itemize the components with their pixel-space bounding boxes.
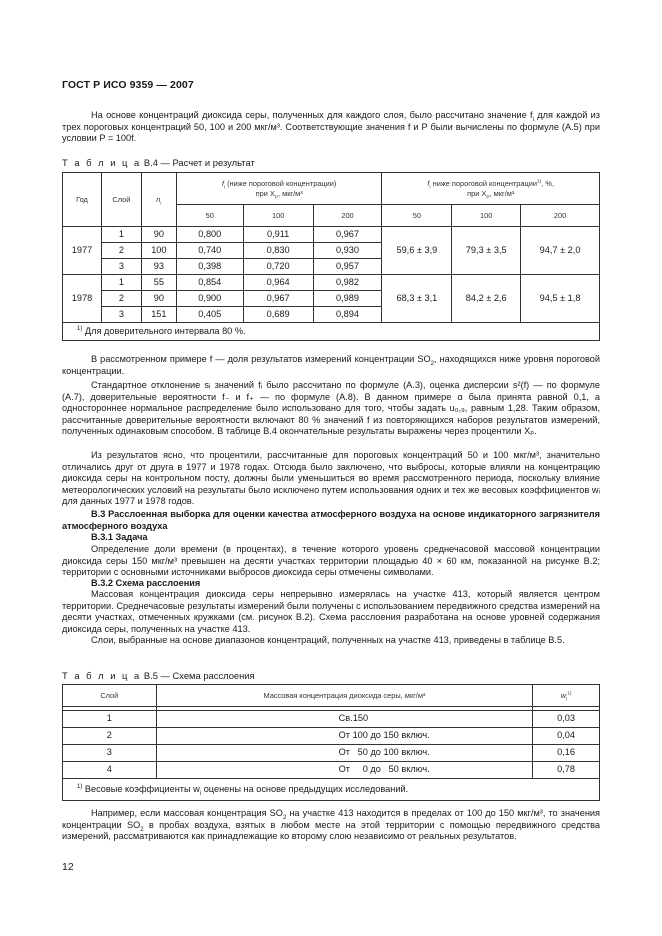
intro-paragraph: На основе концентраций диоксида серы, полученных для каждого слоя, было рассчитано значение $f_i$ для каждой из трех пороговых концентраций 50, 100 и 200 мкг/м³. Соответствующие значения f и P были вычислены по формуле (А.5) при условии P = 100f.	[62, 110, 600, 144]
header-percent-group: $f_i$ ниже пороговой концентрации$^{1)}$, %, при $X_P$, мкг/м³	[382, 173, 600, 205]
cell-layer: 1	[101, 275, 141, 291]
cell-f200: 0,930	[313, 243, 382, 259]
cell-layer: 3	[101, 259, 141, 275]
paragraph-example: Например, если массовая концентрация $SO_2$ на участке 413 находится в пределах от 100 до 150 мкг/м³, то значения концентрации $SO_2$ в пробах воздуха, взятых в любом месте на этой территории с помощью передвижного средства измерений, рассматриваются как принадлежащие ко второму слою независимо от реальных результатов.	[62, 808, 600, 842]
cell-n: 55	[141, 275, 176, 291]
cell-n: 151	[141, 307, 176, 323]
cell-f200: 0,967	[313, 227, 382, 243]
table-row	[63, 762, 600, 779]
cell-n: 90	[141, 227, 176, 243]
cell-year: 1978	[63, 275, 102, 323]
cell-f200: 0,989	[313, 291, 382, 307]
header-threshold: 200	[313, 205, 382, 227]
header-threshold: 100	[243, 205, 313, 227]
paragraph-layers: Слои, выбранные на основе диапазонов концентраций, полученных на участке 413, приведены в таблице В.5.	[91, 635, 565, 645]
cell-layer: 1	[63, 711, 157, 728]
table-row	[63, 728, 600, 745]
cell-f100: 0,967	[243, 291, 313, 307]
cell-f200: 0,982	[313, 275, 382, 291]
header-f-group: $f_i$ (ниже пороговой концентрации) при $X_P$, мкг/м³	[176, 173, 382, 205]
cell-n: 93	[141, 259, 176, 275]
cell-layer: 2	[101, 291, 141, 307]
cell-f50: 0,854	[176, 275, 243, 291]
paragraph-std-deviation: Стандартное отклонение sᵢ значений fᵢ было рассчитано по формуле (А.3), оценка дисперсии s²(f) — по формуле (А.7), доверительные вероятности f₋ и f₊ — по формуле (А.8). В данном примере α была принята равной 0,1, а одностороннее нормальное распределение было использовано для того, чтобы задать u₀,₉, равным 1,28. Таким образом, рассчитанные доверительные вероятности включают 80 % значений f из повторяющихся наборов результатов измерений, полученных одинаковым способом. В таблице В.4 окончательные результаты выражены через процентили Xₚ.	[62, 380, 600, 437]
cell-layer: 1	[101, 227, 141, 243]
paragraph-scheme: Массовая концентрация диоксида серы непрерывно измерялась на участке 413, который является центром территории. Среднечасовые результаты измерений были получены с использованием передвижного средства измерений на десяти участках, отмеченных кружками (см. рисунок В.2). Схема расслоения разработана на основе уровней содержания диоксида серы, полученных на участке 413.	[62, 589, 600, 634]
paragraph-results: Из результатов ясно, что процентили, рассчитанные для пороговых концентраций 50 и 100 мкг/м³, значительно отличались друг от друга в 1977 и 1978 годах. Отсюда было заключено, что выбросы, которые влияли на концентрацию диоксида серы на контрольном посту, должны были уменьшиться во время рассмотренного периода, поскольку влияние метеорологических условий на результаты было исключено путем использования одних и тех же весовых коэффициентов wᵢ для данных 1977 и 1978 годов.	[62, 450, 600, 507]
table-b5	[62, 684, 600, 801]
cell-concentration: От 50 до 100 включ.	[156, 745, 533, 762]
cell-n: 90	[141, 291, 176, 307]
header-concentration: Массовая концентрация диоксида серы, мкг/м³	[156, 685, 533, 707]
cell-year: 1977	[63, 227, 102, 275]
cell-f50: 0,740	[176, 243, 243, 259]
cell-weight: 0,16	[533, 745, 600, 762]
table-b5-footnote: $^{1)}$ Весовые коэффициенты $w_i$ оценены на основе предыдущих исследований.	[63, 779, 600, 801]
cell-p100: 79,3 ± 3,5	[452, 227, 521, 275]
header-n: $n_i$	[141, 173, 176, 227]
header-weight: $w_i^{1)}$	[533, 685, 600, 707]
table-b5-caption: Т а б л и ц а В.5 — Схема расслоения	[62, 670, 255, 681]
table-b4-footnote: $^{1)}$ Для доверительного интервала 80 %.	[63, 323, 600, 341]
cell-p50: 59,6 ± 3,9	[382, 227, 452, 275]
header-year: Год	[63, 173, 102, 227]
section-heading-b31: В.3.1 Задача	[91, 532, 148, 542]
cell-p200: 94,7 ± 2,0	[521, 227, 600, 275]
cell-f100: 0,964	[243, 275, 313, 291]
cell-concentration: От 0 до 50 включ.	[156, 762, 533, 779]
table-b4-caption: Т а б л и ц а В.4 — Расчет и результат	[62, 157, 255, 168]
table-row	[63, 711, 600, 728]
table-row	[63, 745, 600, 762]
cell-p200: 94,5 ± 1,8	[521, 275, 600, 323]
table-row	[63, 275, 600, 291]
cell-concentration: От 100 до 150 включ.	[156, 728, 533, 745]
cell-p100: 84,2 ± 2,6	[452, 275, 521, 323]
cell-weight: 0,04	[533, 728, 600, 745]
header-threshold: 50	[176, 205, 243, 227]
cell-weight: 0,78	[533, 762, 600, 779]
table-row	[63, 227, 600, 243]
cell-f50: 0,900	[176, 291, 243, 307]
section-heading-b3: В.3 Расслоенная выборка для оценки качества атмосферного воздуха на основе индикаторного загрязнителя атмосферного воздуха	[62, 509, 600, 531]
section-heading-b32: В.3.2 Схема расслоения	[91, 578, 201, 588]
cell-layer: 2	[63, 728, 157, 745]
cell-f200: 0,957	[313, 259, 382, 275]
header-threshold: 200	[521, 205, 600, 227]
cell-p50: 68,3 ± 3,1	[382, 275, 452, 323]
cell-f200: 0,894	[313, 307, 382, 323]
table-b4	[62, 172, 600, 341]
cell-concentration: Св.150	[156, 711, 533, 728]
cell-f100: 0,830	[243, 243, 313, 259]
header-threshold: 100	[452, 205, 521, 227]
cell-n: 100	[141, 243, 176, 259]
cell-f50: 0,800	[176, 227, 243, 243]
cell-f100: 0,689	[243, 307, 313, 323]
cell-layer: 2	[101, 243, 141, 259]
page-number: 12	[62, 861, 74, 873]
paragraph-f-definition: В рассмотренном примере f — доля результатов измерений концентрации $SO_2$, находящихся ниже уровня пороговой концентрации.	[62, 354, 600, 376]
cell-layer: 4	[63, 762, 157, 779]
page-header: ГОСТ Р ИСО 9359 — 2007	[62, 79, 194, 91]
cell-f100: 0,720	[243, 259, 313, 275]
header-layer: Слой	[101, 173, 141, 227]
cell-weight: 0,03	[533, 711, 600, 728]
cell-layer: 3	[63, 745, 157, 762]
cell-f100: 0,911	[243, 227, 313, 243]
cell-f50: 0,398	[176, 259, 243, 275]
header-layer: Слой	[63, 685, 157, 707]
header-threshold: 50	[382, 205, 452, 227]
cell-f50: 0,405	[176, 307, 243, 323]
cell-layer: 3	[101, 307, 141, 323]
paragraph-task: Определение доли времени (в процентах), в течение которого уровень среднечасовой массовой концентрации диоксида серы 150 мкг/м³ превышен на десяти участках территории площадью 40 × 60 км, показанной на рисунке В.2; территории с основными источниками выбросов диоксида серы отмечены символами.	[62, 544, 600, 578]
